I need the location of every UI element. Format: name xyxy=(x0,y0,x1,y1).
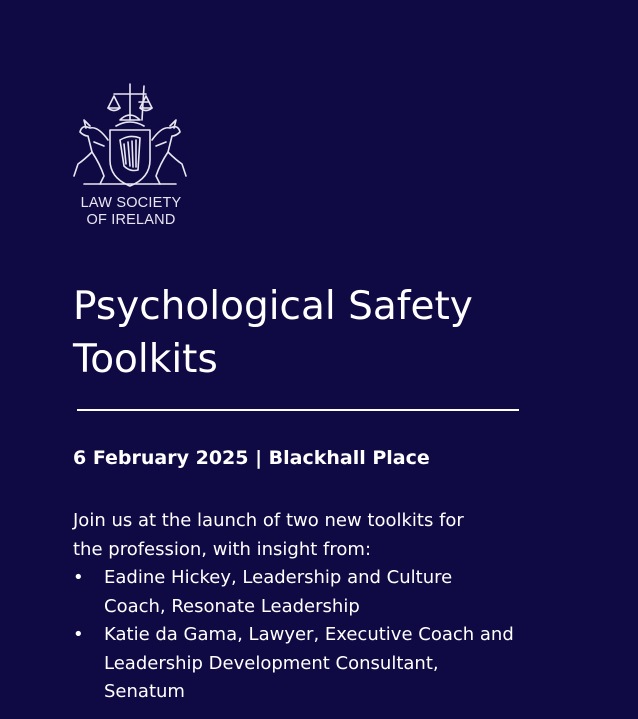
speaker-item xyxy=(73,621,553,707)
speaker-line1: Katie da Gama, Lawyer, Executive Coach and xyxy=(104,624,514,645)
event-date-venue: 6 February 2025 | Blackhall Place xyxy=(73,447,430,469)
speaker-line3: Senatum xyxy=(104,681,185,702)
bullet-marker: • xyxy=(73,624,84,645)
speaker-list xyxy=(73,564,553,707)
speaker-item xyxy=(73,564,553,621)
bullet-marker: • xyxy=(73,567,84,588)
speaker-line2: Coach, Resonate Leadership xyxy=(104,595,360,617)
speaker-line2: Leadership Development Consultant, xyxy=(104,652,439,674)
intro-line1: Join us at the launch of two new toolkits for xyxy=(73,510,464,531)
speaker-line1: Eadine Hickey, Leadership and Culture xyxy=(104,567,453,588)
intro-line2: the profession, with insight from: xyxy=(73,538,372,560)
page-title xyxy=(73,280,593,386)
law-society-logo xyxy=(64,80,198,232)
logo-text-line2: OF IRELAND xyxy=(86,212,176,228)
title-line1: Psychological Safety xyxy=(73,284,473,329)
title-divider xyxy=(77,409,519,411)
title-line2: Toolkits xyxy=(73,337,218,382)
intro-text xyxy=(73,507,543,564)
law-society-crest-icon xyxy=(64,80,198,192)
logo-text-line1: LAW SOCIETY xyxy=(80,195,182,211)
